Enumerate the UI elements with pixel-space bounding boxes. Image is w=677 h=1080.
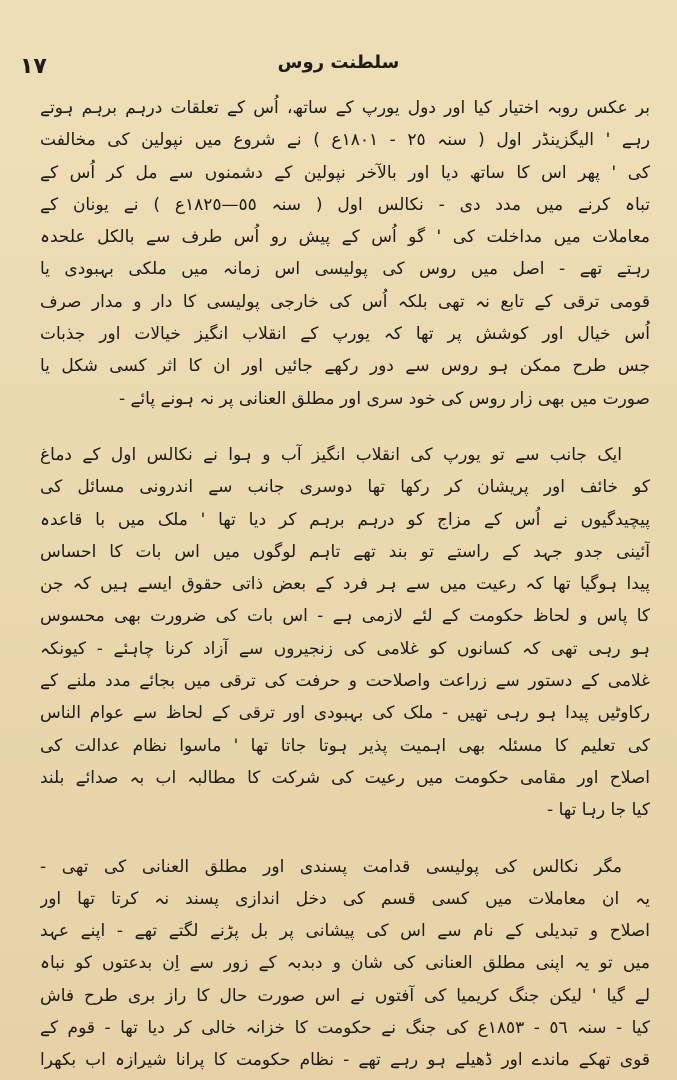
text-line: پیچیدگیوں نے اُس کے مزاج کو درہم برہم کر دیا تھا ' ملک میں با قاعدہ: [40, 509, 650, 530]
text-line: کی تعلیم کا مسئلہ بھی اہمیت پذیر ہوتا جاتا تھا ' ماسوا نظام عدالت کی: [40, 735, 650, 756]
paragraph-gap: [40, 827, 650, 851]
text-line: آئینی جدو جہد کے راستے تو بند تھے تاہم لوگوں میں اس بات کا احساس: [40, 541, 650, 562]
text-line: کو خائف اور پریشان کر رکھا تھا دوسری جانب سے اندرونی مسائل کی: [40, 477, 650, 498]
text-line: رہتے تھے - اصل میں روس کی پولیسی اس زمانہ میں ملکی بہبودی یا: [40, 259, 650, 280]
text-line: معاملات میں مداخلت کی ' گو اُس کے پیش رو اُس طرف سے بالکل علحدہ: [40, 227, 650, 248]
text-line: میں تو یہ اپنی مطلق العنانی کی شان و دبدبہ کے زور سے اِن بدعتوں کو نباہ: [40, 953, 650, 974]
paragraph: [40, 92, 650, 415]
text-line: کی ' پھر اس کا ساتھ دیا اور بالآخر نپولین کے دشمنوں سے مل کر اُس کے: [40, 162, 650, 183]
running-head: سلطنت روس: [277, 52, 400, 73]
text-line: صورت میں بھی زار روس کی خود سری اور مطلق العنانی پر نہ ہونے پائے -: [118, 388, 650, 409]
text-line: جس طرح ممکن ہو روس سے دور رکھے جائیں اور ان کا اثر کسی شکل یا: [40, 356, 650, 377]
text-line: بر عکس روبہ اختیار کیا اور دول یورپ کے ساتھ، اُس کے تعلقات درہم برہم ہوتے: [40, 98, 650, 118]
text-line: اُس خیال اور کوشش پر تھا کہ یورپ کے انقلاب انگیز خیالات اور جذبات: [40, 324, 650, 345]
text-line: قومی ترقی کے تابع نہ تھی بلکہ اُس کی خارجی پولیسی کا دار و مدار صرف: [40, 291, 650, 312]
text-line: لے گیا ' لیکن جنگ کریمیا کی آفتوں نے اس صورت حال کا راز بری طرح فاش: [40, 985, 650, 1006]
text-line: مگر نکالس کی پولیسی قدامت پسندی اور مطلق العنانی کی تھی -: [40, 856, 622, 877]
text-line: کا پاس و لحاظ حکومت کے لئے لازمی ہے - اس بات کی ضرورت بھی محسوس: [40, 606, 650, 627]
text-line: رکاوٹیں پیدا ہو رہی تھیں - ملک کی بہبودی اور ترقی کے لحاظ سے عوام الناس: [40, 703, 650, 724]
text-line: قوی تھکے ماندے اور ڈھیلے ہو رہے تھے - نظام حکومت کا پرانا شیرازہ اب بکھرا: [40, 1050, 650, 1071]
paragraph: [40, 851, 650, 1077]
page-number: ١٧: [20, 54, 47, 79]
text-line: اصلاح اور مقامی حکومت میں رعیت کی شرکت کا مطالبہ اب بہ صدائے بلند: [40, 767, 650, 788]
text-line: پیدا ہوگیا تھا کہ رعیت میں سے ہر فرد کے بعض ذاتی حقوق ایسے ہیں کہ جن: [40, 574, 650, 595]
paragraph: [40, 439, 650, 827]
text-line: رہے ' الیگزینڈر اول ( سنہ ٢٥ - ١٨٠١ع ) نے شروع میں نپولین کی مخالفت: [40, 130, 650, 151]
page-header: [0, 48, 677, 88]
body-text: [40, 92, 650, 1077]
text-line: غلامی کے دستور سے زراعت واصلاحت و حرفت کی ترقی میں بجائے مدد ملنے کے: [40, 671, 650, 692]
text-line: اصلاح و تبدیلی کے نام سے اس کی پیشانی پر بل پڑنے لگتے تھے - اپنے عہد: [40, 921, 650, 942]
text-line: ہو رہی تھی کہ کسانوں کو غلامی کی زنجیروں سے آزاد کرنا چاہئے - کیونکہ: [40, 638, 650, 659]
text-line: ایک جانب سے تو یورپ کی انقلاب انگیز آب و ہوا نے نکالس اول کے دماغ: [40, 444, 622, 465]
text-line: کیا جا رہا تھا -: [547, 800, 650, 821]
paragraph-gap: [40, 415, 650, 439]
text-line: تباہ کرنے میں مدد دی - نکالس اول ( سنہ ٥٥—١٨٢٥ع ) نے یونان کے: [40, 194, 650, 215]
text-line: کیا - سنہ ٥٦ - ١٨٥٣ع کی جنگ نے حکومت کا خزانہ خالی کر دیا تھا - قوم کے: [40, 1018, 650, 1039]
text-line: یہ ان معاملات میں کسی قسم کی دخل اندازی پسند نہ کرتا تھا اور: [40, 888, 650, 909]
